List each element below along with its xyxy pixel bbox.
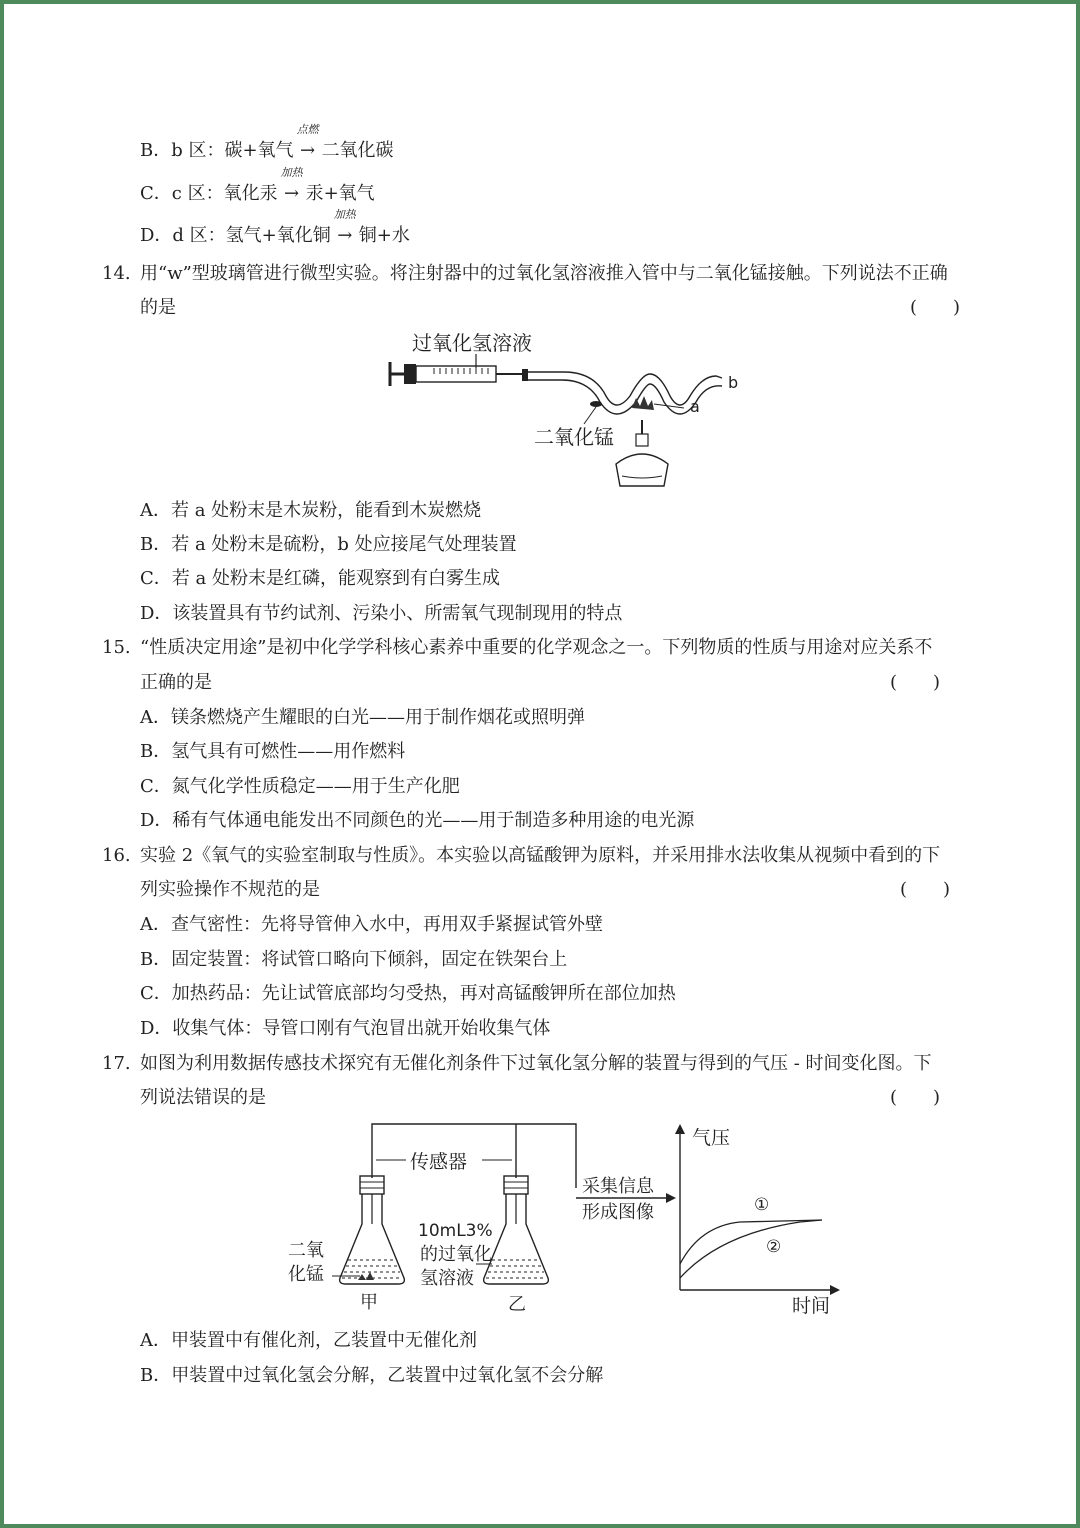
q17-sensor-figure — [280, 1114, 850, 1324]
q16-stem-line1: 实验 2《氧气的实验室制取与性质》。本实验以高锰酸钾为原料，并采用排水法收集从视频中看到的下 — [140, 845, 941, 866]
q14-answer-blank: ( ) — [910, 297, 961, 318]
q17-stem-line1: 如图为利用数据传感技术探究有无催化剂条件下过氧化氢分解的装置与得到的气压 - 时间变化图。下 — [140, 1053, 932, 1074]
q14-option-a: A．若 a 处粉末是木炭粉，能看到木炭燃烧 — [140, 500, 482, 521]
q16-option-c: C．加热药品：先让试管底部均匀受热，再对高锰酸钾所在部位加热 — [140, 983, 676, 1004]
curve-1-label: ① — [754, 1195, 770, 1215]
q16-number: 16. — [102, 845, 131, 866]
label-flask-jia: 甲 — [360, 1292, 378, 1313]
q16-answer-blank: ( ) — [900, 879, 951, 900]
q14-number: 14. — [102, 263, 131, 284]
curve-2-label: ② — [766, 1237, 782, 1257]
reaction-arrow-icon: 加热 → — [280, 166, 303, 204]
q15-option-a: A．镁条燃烧产生耀眼的白光——用于制作烟花或照明弹 — [140, 707, 585, 728]
label-a: a — [690, 397, 700, 416]
q16-option-b: B．固定装置：将试管口略向下倾斜，固定在铁架台上 — [140, 949, 568, 970]
label-mno2: 二氧化锰 — [534, 425, 614, 449]
label-solution-line1: 10mL3% — [418, 1221, 493, 1241]
curve-2 — [680, 1220, 822, 1278]
q14-w-tube-figure — [384, 324, 754, 494]
q15-stem-line1: “性质决定用途”是初中化学学科核心素养中重要的化学观念之一。下列物质的性质与用途对应关系不 — [140, 637, 933, 658]
q17-answer-blank: ( ) — [890, 1087, 941, 1108]
q17-number: 17. — [102, 1053, 131, 1074]
label-sensor: 传感器 — [410, 1151, 468, 1173]
q15-number: 15. — [102, 637, 131, 658]
graph-ylabel: 气压 — [692, 1127, 731, 1149]
q15-option-c: C．氮气化学性质稳定——用于生产化肥 — [140, 776, 460, 797]
q15-option-b: B．氢气具有可燃性——用作燃料 — [140, 741, 406, 762]
reaction-arrow-icon: 点燃 → — [296, 123, 319, 161]
curve-1 — [680, 1220, 822, 1264]
q13-option-b: B．b 区：碳+氧气 点燃 → 二氧化碳 — [140, 138, 394, 164]
q14-option-c: C．若 a 处粉末是红磷，能观察到有白雾生成 — [140, 568, 500, 589]
q17-option-b: B．甲装置中过氧化氢会分解，乙装置中过氧化氢不会分解 — [140, 1365, 604, 1386]
label-solution-line2: 的过氧化 — [420, 1244, 492, 1265]
q14-stem-line2: 的是 — [140, 297, 176, 318]
q16-option-d: D．收集气体：导管口刚有气泡冒出就开始收集气体 — [140, 1018, 551, 1039]
q15-answer-blank: ( ) — [890, 672, 941, 693]
label-collect-info: 采集信息 — [582, 1176, 654, 1197]
graph-xlabel: 时间 — [792, 1295, 831, 1317]
label-h2o2-solution: 过氧化氢溶液 — [412, 331, 532, 355]
q16-stem-line2: 列实验操作不规范的是 — [140, 879, 320, 900]
label-mno2-line2: 化锰 — [288, 1264, 324, 1285]
q16-option-a: A．查气密性：先将导管伸入水中，再用双手紧握试管外壁 — [140, 914, 603, 935]
label-solution-line3: 氢溶液 — [420, 1268, 474, 1289]
q17-option-a: A．甲装置中有催化剂，乙装置中无催化剂 — [140, 1330, 477, 1351]
q14-stem-line1: 用“w”型玻璃管进行微型实验。将注射器中的过氧化氢溶液推入管中与二氧化锰接触。下列说法不正确 — [140, 263, 948, 284]
reaction-arrow-icon: 加热 → — [333, 208, 356, 246]
q14-option-b: B．若 a 处粉末是硫粉，b 处应接尾气处理装置 — [140, 534, 517, 555]
q17-stem-line2: 列说法错误的是 — [140, 1087, 266, 1108]
label-mno2-line1: 二氧 — [288, 1240, 324, 1261]
q15-option-d: D．稀有气体通电能发出不同颜色的光——用于制造多种用途的电光源 — [140, 810, 695, 831]
q14-option-d: D．该装置具有节约试剂、污染小、所需氧气现制现用的特点 — [140, 603, 623, 624]
q13-option-d: D．d 区：氢气+氧化铜 加热 → 铜+水 — [140, 223, 410, 249]
label-form-image: 形成图像 — [582, 1202, 654, 1223]
q15-stem-line2: 正确的是 — [140, 672, 212, 693]
label-b: b — [728, 373, 739, 392]
label-flask-yi: 乙 — [508, 1294, 526, 1315]
q13-option-c: C．c 区：氧化汞 加热 → 汞+氧气 — [140, 181, 375, 207]
